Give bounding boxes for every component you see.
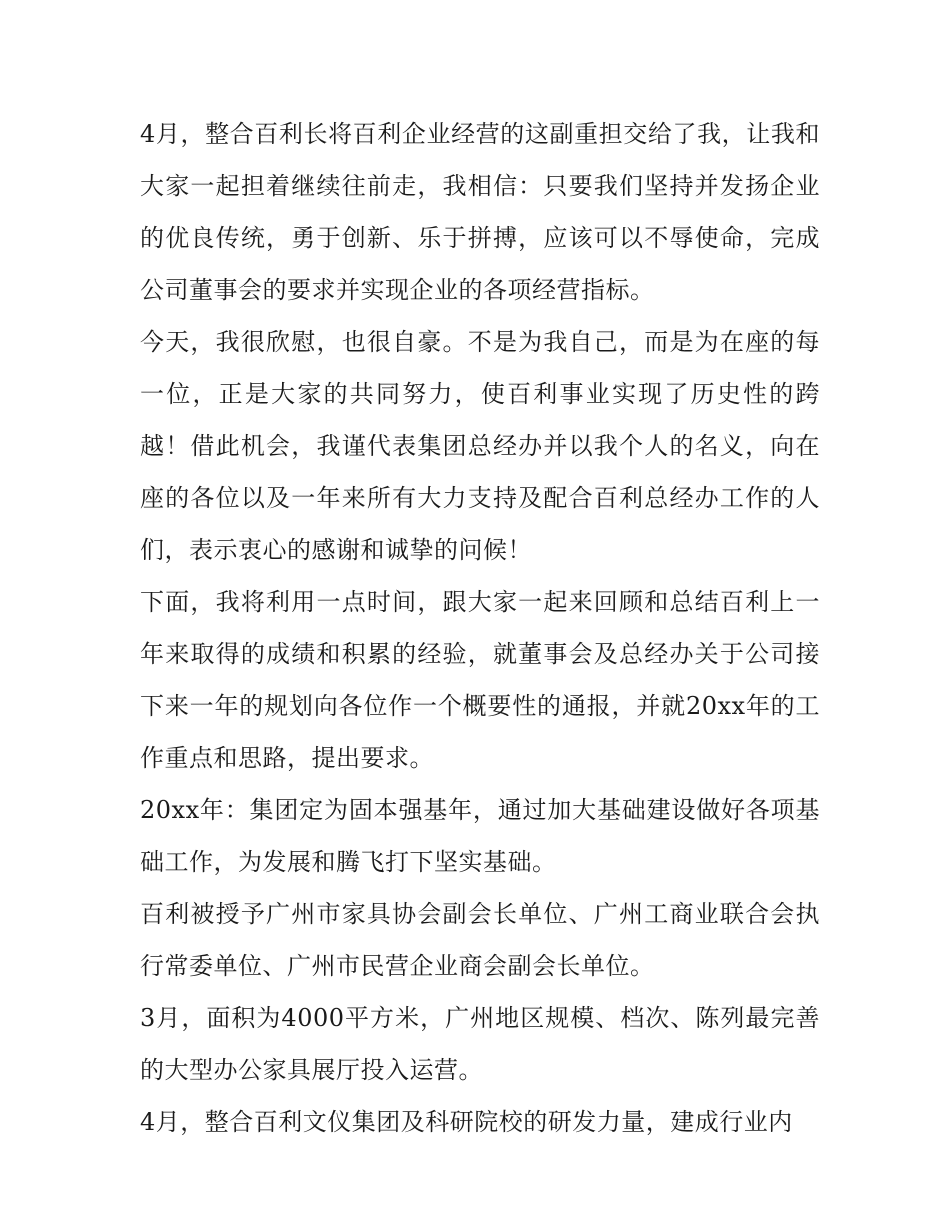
paragraph-1: 4月，整合百利长将百利企业经营的这副重担交给了我，让我和大家一起担着继续往前走，我相信：只要我们坚持并发扬企业的优良传统，勇于创新、乐于拼搏，应该可以不辱使命，完成公司董事会的要求并实现企业的各项经营指标。	[140, 120, 820, 304]
paragraph-6: 3月，面积为4000平方米，广州地区规模、档次、陈列最完善的大型办公家具展厅投入运营。	[140, 1004, 820, 1084]
paragraph-5: 百利被授予广州市家具协会副会长单位、广州工商业联合会执行常委单位、广州市民营企业商会副会长单位。	[140, 900, 820, 980]
paragraph-7: 4月，整合百利文仪集团及科研院校的研发力量，建成行业内	[140, 1108, 793, 1136]
document-body	[140, 108, 820, 1148]
paragraph-4: 20xx年：集团定为固本强基年，通过加大基础建设做好各项基础工作，为发展和腾飞打下坚实基础。	[140, 796, 820, 876]
paragraph-3: 下面，我将利用一点时间，跟大家一起来回顾和总结百利上一年来取得的成绩和积累的经验，就董事会及总经办关于公司接下来一年的规划向各位作一个概要性的通报，并就20xx年的工作重点和思路，提出要求。	[140, 588, 820, 772]
paragraph-2: 今天，我很欣慰，也很自豪。不是为我自己，而是为在座的每一位，正是大家的共同努力，使百利事业实现了历史性的跨越！借此机会，我谨代表集团总经办并以我个人的名义，向在座的各位以及一年来所有大力支持及配合百利总经办工作的人们，表示衷心的感谢和诚挚的问候！	[140, 328, 820, 564]
